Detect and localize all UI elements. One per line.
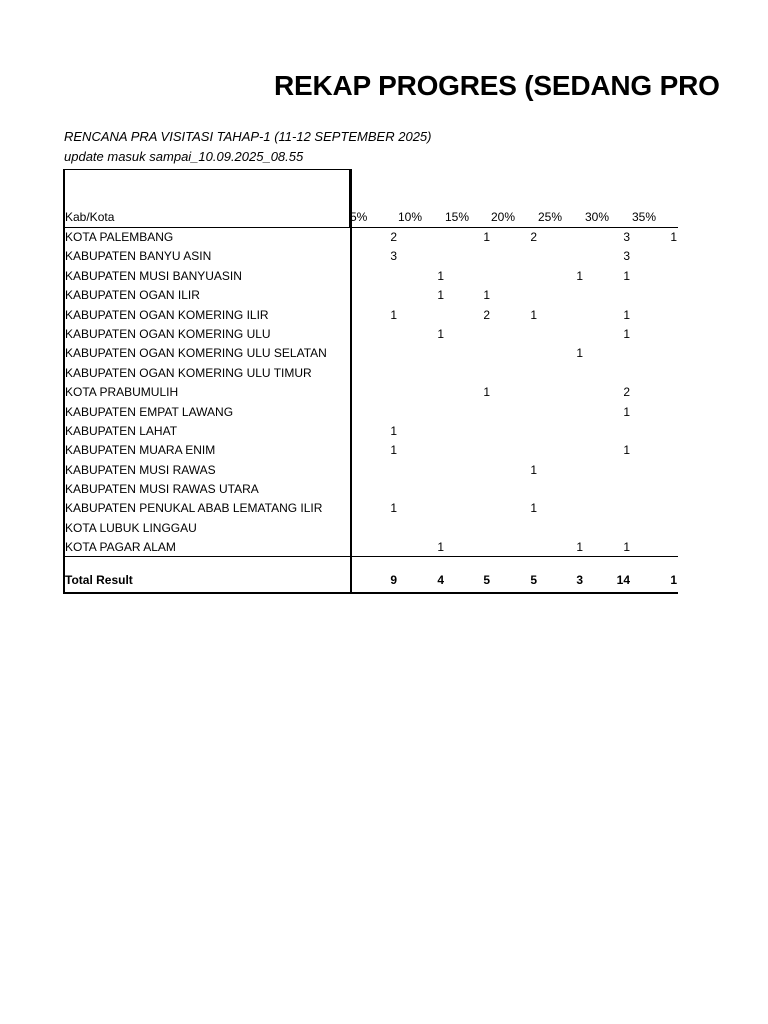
row-label: KABUPATEN MUSI RAWAS <box>65 462 216 477</box>
row-label: KABUPATEN PENUKAL ABAB LEMATANG ILIR <box>65 501 323 516</box>
table-cell: 2 <box>530 230 537 244</box>
row-label: KOTA PAGAR ALAM <box>65 540 176 555</box>
table-cell: 1 <box>390 423 397 438</box>
column-header: 5% <box>350 210 368 224</box>
table-cell: 3 <box>390 249 397 264</box>
table-cell: 1 <box>483 385 490 400</box>
table-row <box>63 383 678 402</box>
total-cell: 5 <box>483 573 490 587</box>
table-row <box>63 306 678 325</box>
table-cell: 1 <box>530 501 537 516</box>
subtitle-plan: RENCANA PRA VISITASI TAHAP-1 (11-12 SEPTEMBER 2025) <box>64 129 432 144</box>
row-label: KOTA LUBUK LINGGAU <box>65 520 197 535</box>
row-label: KABUPATEN OGAN KOMERING ULU TIMUR <box>65 365 312 380</box>
table-cell: 1 <box>390 443 397 458</box>
row-label: KABUPATEN OGAN KOMERING ULU <box>65 326 271 341</box>
column-header: 35% <box>632 210 657 224</box>
table-cell: 1 <box>576 540 583 555</box>
column-header: 25% <box>538 210 563 224</box>
table-cell: 1 <box>623 268 630 283</box>
row-label: KABUPATEN OGAN ILIR <box>65 288 200 303</box>
column-header: 10% <box>398 210 423 224</box>
table-cell: 1 <box>623 443 630 458</box>
table-cell: 1 <box>576 268 583 283</box>
row-label: KOTA PRABUMULIH <box>65 385 179 400</box>
table-cell: 2 <box>483 307 490 322</box>
progress-table <box>63 169 678 594</box>
total-label: Total Result <box>65 573 133 587</box>
table-cell: 1 <box>437 326 444 341</box>
row-label: KABUPATEN EMPAT LAWANG <box>65 404 234 419</box>
row-label: KABUPATEN OGAN KOMERING ULU SELATAN <box>65 346 327 361</box>
column-header: 15% <box>445 210 470 224</box>
table-cell: 1 <box>483 288 490 303</box>
row-label: KOTA PALEMBANG <box>65 230 174 244</box>
table-cell: 1 <box>530 307 537 322</box>
table-row <box>63 267 678 286</box>
table-cell: 1 <box>623 404 630 419</box>
row-label: KABUPATEN MUSI BANYUASIN <box>65 268 242 283</box>
table-row <box>63 364 678 383</box>
table-cell: 2 <box>390 230 397 244</box>
row-label: KABUPATEN MUSI RAWAS UTARA <box>65 482 259 497</box>
table-row <box>63 247 678 266</box>
total-cell: 9 <box>390 573 397 587</box>
table-cell: 1 <box>437 288 444 303</box>
table-row <box>63 325 678 344</box>
table-cell: 1 <box>437 540 444 555</box>
table-body <box>63 228 678 558</box>
table-cell: 3 <box>623 249 630 264</box>
column-header-kabkota: Kab/Kota <box>65 210 115 224</box>
total-cell: 1 <box>670 573 677 587</box>
table-cell: 1 <box>390 307 397 322</box>
table-cell: 1 <box>483 230 490 244</box>
row-label: KABUPATEN MUARA ENIM <box>65 443 216 458</box>
table-cell: 1 <box>670 230 677 244</box>
table-row <box>63 461 678 480</box>
table-cell: 3 <box>623 230 630 244</box>
column-header: 30% <box>585 210 610 224</box>
total-cell: 4 <box>437 573 444 587</box>
table-cell: 2 <box>623 385 630 400</box>
table-cell: 1 <box>576 346 583 361</box>
table-row <box>63 403 678 422</box>
table-cell: 1 <box>623 540 630 555</box>
table-row <box>63 228 678 247</box>
table-row <box>63 499 678 518</box>
table-row <box>63 286 678 305</box>
table-row <box>63 441 678 460</box>
table-row <box>63 480 678 499</box>
total-cell: 5 <box>530 573 537 587</box>
table-row <box>63 422 678 441</box>
row-label: KABUPATEN LAHAT <box>65 423 178 438</box>
table-row <box>63 519 678 538</box>
row-label: KABUPATEN OGAN KOMERING ILIR <box>65 307 269 322</box>
table-cell: 1 <box>390 501 397 516</box>
column-headers <box>350 210 678 226</box>
table-row <box>63 538 678 557</box>
column-header: 20% <box>491 210 516 224</box>
table-cell: 1 <box>530 462 537 477</box>
total-cell: 3 <box>576 573 583 587</box>
table-bottom-border <box>63 592 678 594</box>
table-cell: 1 <box>623 326 630 341</box>
total-cell: 14 <box>616 573 630 587</box>
table-row <box>63 344 678 363</box>
row-label: KABUPATEN BANYU ASIN <box>65 249 212 264</box>
table-cell: 1 <box>623 307 630 322</box>
total-row <box>63 573 678 591</box>
page-title: REKAP PROGRES (SEDANG PRO <box>274 70 720 101</box>
table-cell: 1 <box>437 268 444 283</box>
subtitle-update: update masuk sampai_10.09.2025_08.55 <box>64 149 304 164</box>
